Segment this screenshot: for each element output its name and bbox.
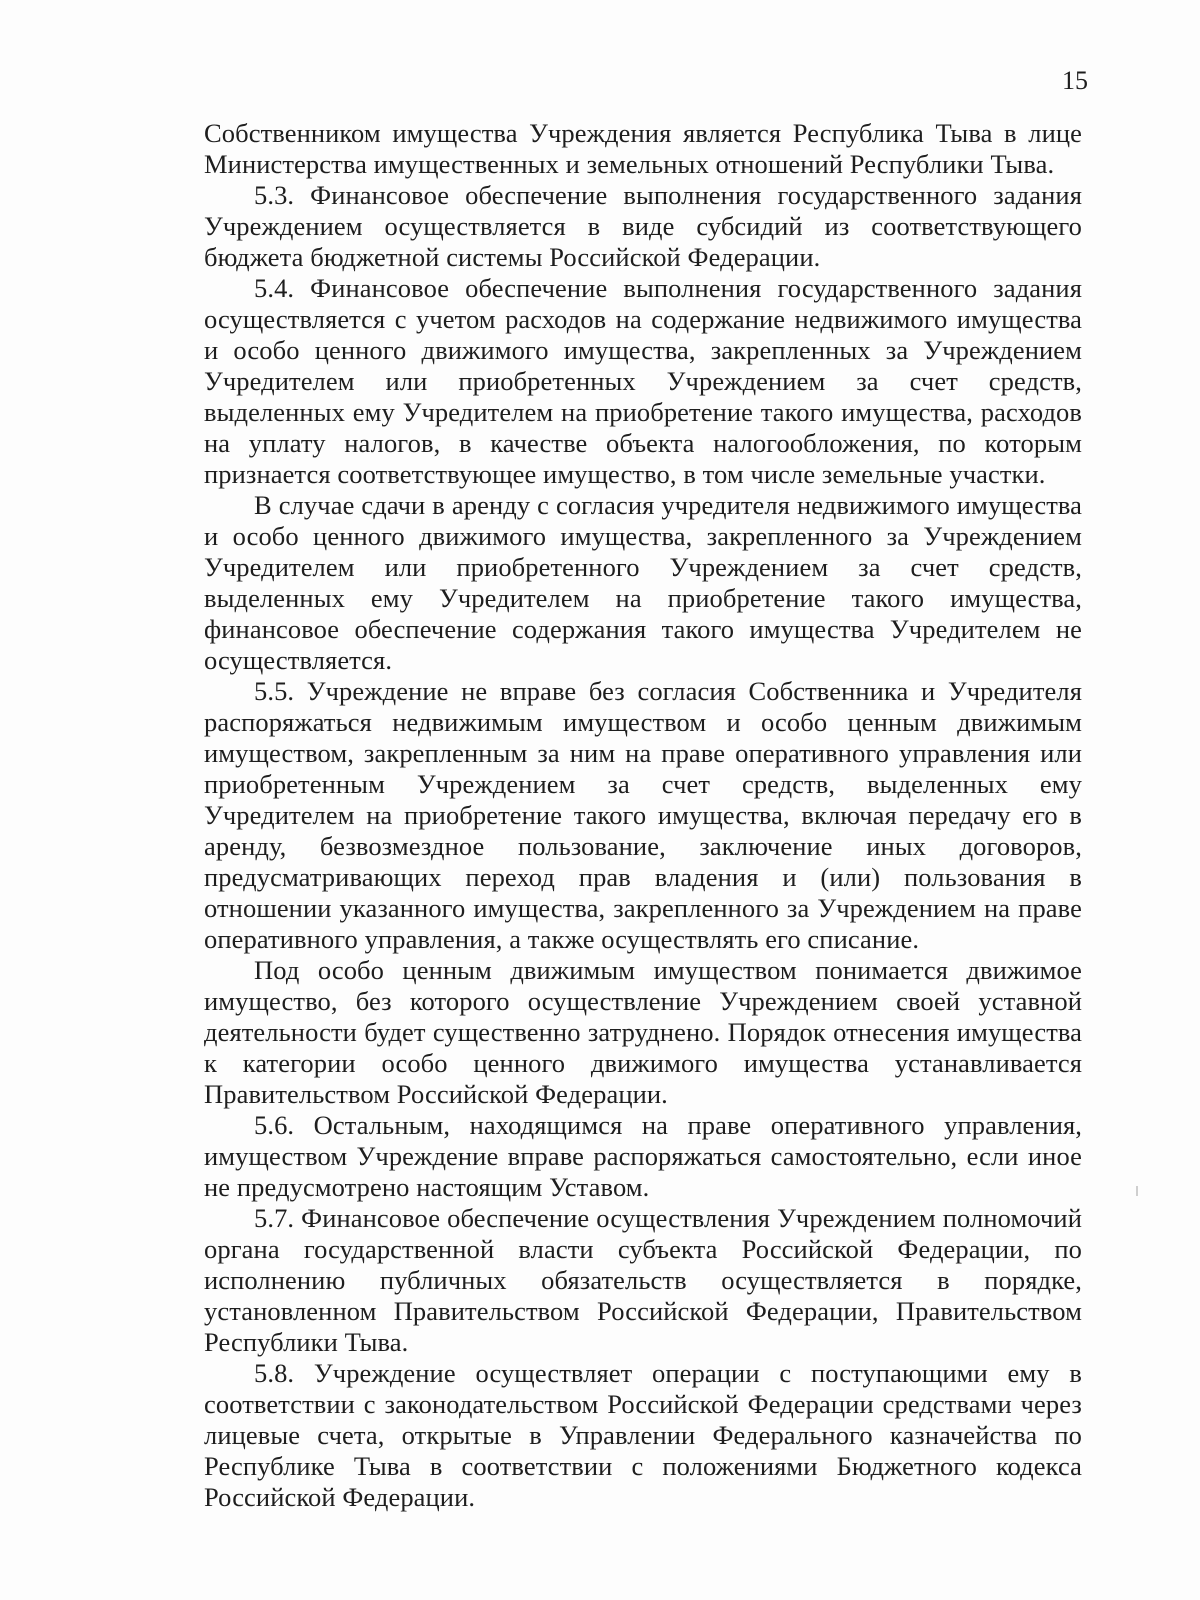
paragraph-5-6: 5.6. Остальным, находящимся на праве оперативного управления, имуществом Учреждение вправе распоряжаться самостоятельно, если иное не предусмотрено настоящим Уставом. xyxy=(204,1110,1082,1202)
paragraph-5-5: 5.5. Учреждение не вправе без согласия Собственника и Учредителя распоряжаться недвижимым имуществом и особо ценным движимым имуществом, закрепленным за ним на праве оперативного управления или приобретенным Учреждением за счет средств, выделенных ему Учредителем на приобретение такого имущества, включая передачу его в аренду, безвозмездное пользование, заключение иных договоров, предусматривающих переход прав владения и (или) пользования в отношении указанного имущества, закрепленного за Учреждением на праве оперативного управления, а также осуществлять его списание. xyxy=(204,676,1082,954)
paragraph-5-3: 5.3. Финансовое обеспечение выполнения государственного задания Учреждением осуществляется в виде субсидий из соответствующего бюджета бюджетной системы Российской Федерации. xyxy=(204,180,1082,272)
paragraph-owner: Собственником имущества Учреждения является Республика Тыва в лице Министерства имущественных и земельных отношений Республики Тыва. xyxy=(204,118,1082,179)
page-number: 15 xyxy=(1062,66,1088,95)
paragraph-5-7: 5.7. Финансовое обеспечение осуществления Учреждением полномочий органа государственной власти субъекта Российской Федерации, по исполнению публичных обязательств осуществляется в порядке, установленном Правительством Российской Федерации, Правительством Республики Тыва. xyxy=(204,1203,1082,1357)
scan-speck xyxy=(1136,1186,1138,1196)
document-body xyxy=(204,118,1082,1513)
paragraph-lease: В случае сдачи в аренду с согласия учредителя недвижимого имущества и особо ценного движимого имущества, закрепленного за Учреждением Учредителем или приобретенного Учреждением за счет средств, выделенных ему Учредителем на приобретение такого имущества, финансовое обеспечение содержания такого имущества Учредителем не осуществляется. xyxy=(204,490,1082,675)
paragraph-5-4: 5.4. Финансовое обеспечение выполнения государственного задания осуществляется с учетом расходов на содержание недвижимого имущества и особо ценного движимого имущества, закрепленных за Учреждением Учредителем или приобретенных Учреждением за счет средств, выделенных ему Учредителем на приобретение такого имущества, расходов на уплату налогов, в качестве объекта налогообложения, по которым признается соответствующее имущество, в том числе земельные участки. xyxy=(204,273,1082,489)
paragraph-valuable-property: Под особо ценным движимым имуществом понимается движимое имущество, без которого осуществление Учреждением своей уставной деятельности будет существенно затруднено. Порядок отнесения имущества к категории особо ценного движимого имущества устанавливается Правительством Российской Федерации. xyxy=(204,955,1082,1109)
paragraph-5-8: 5.8. Учреждение осуществляет операции с поступающими ему в соответствии с законодательством Российской Федерации средствами через лицевые счета, открытые в Управлении Федерального казначейства по Республике Тыва в соответствии с положениями Бюджетного кодекса Российской Федерации. xyxy=(204,1358,1082,1512)
